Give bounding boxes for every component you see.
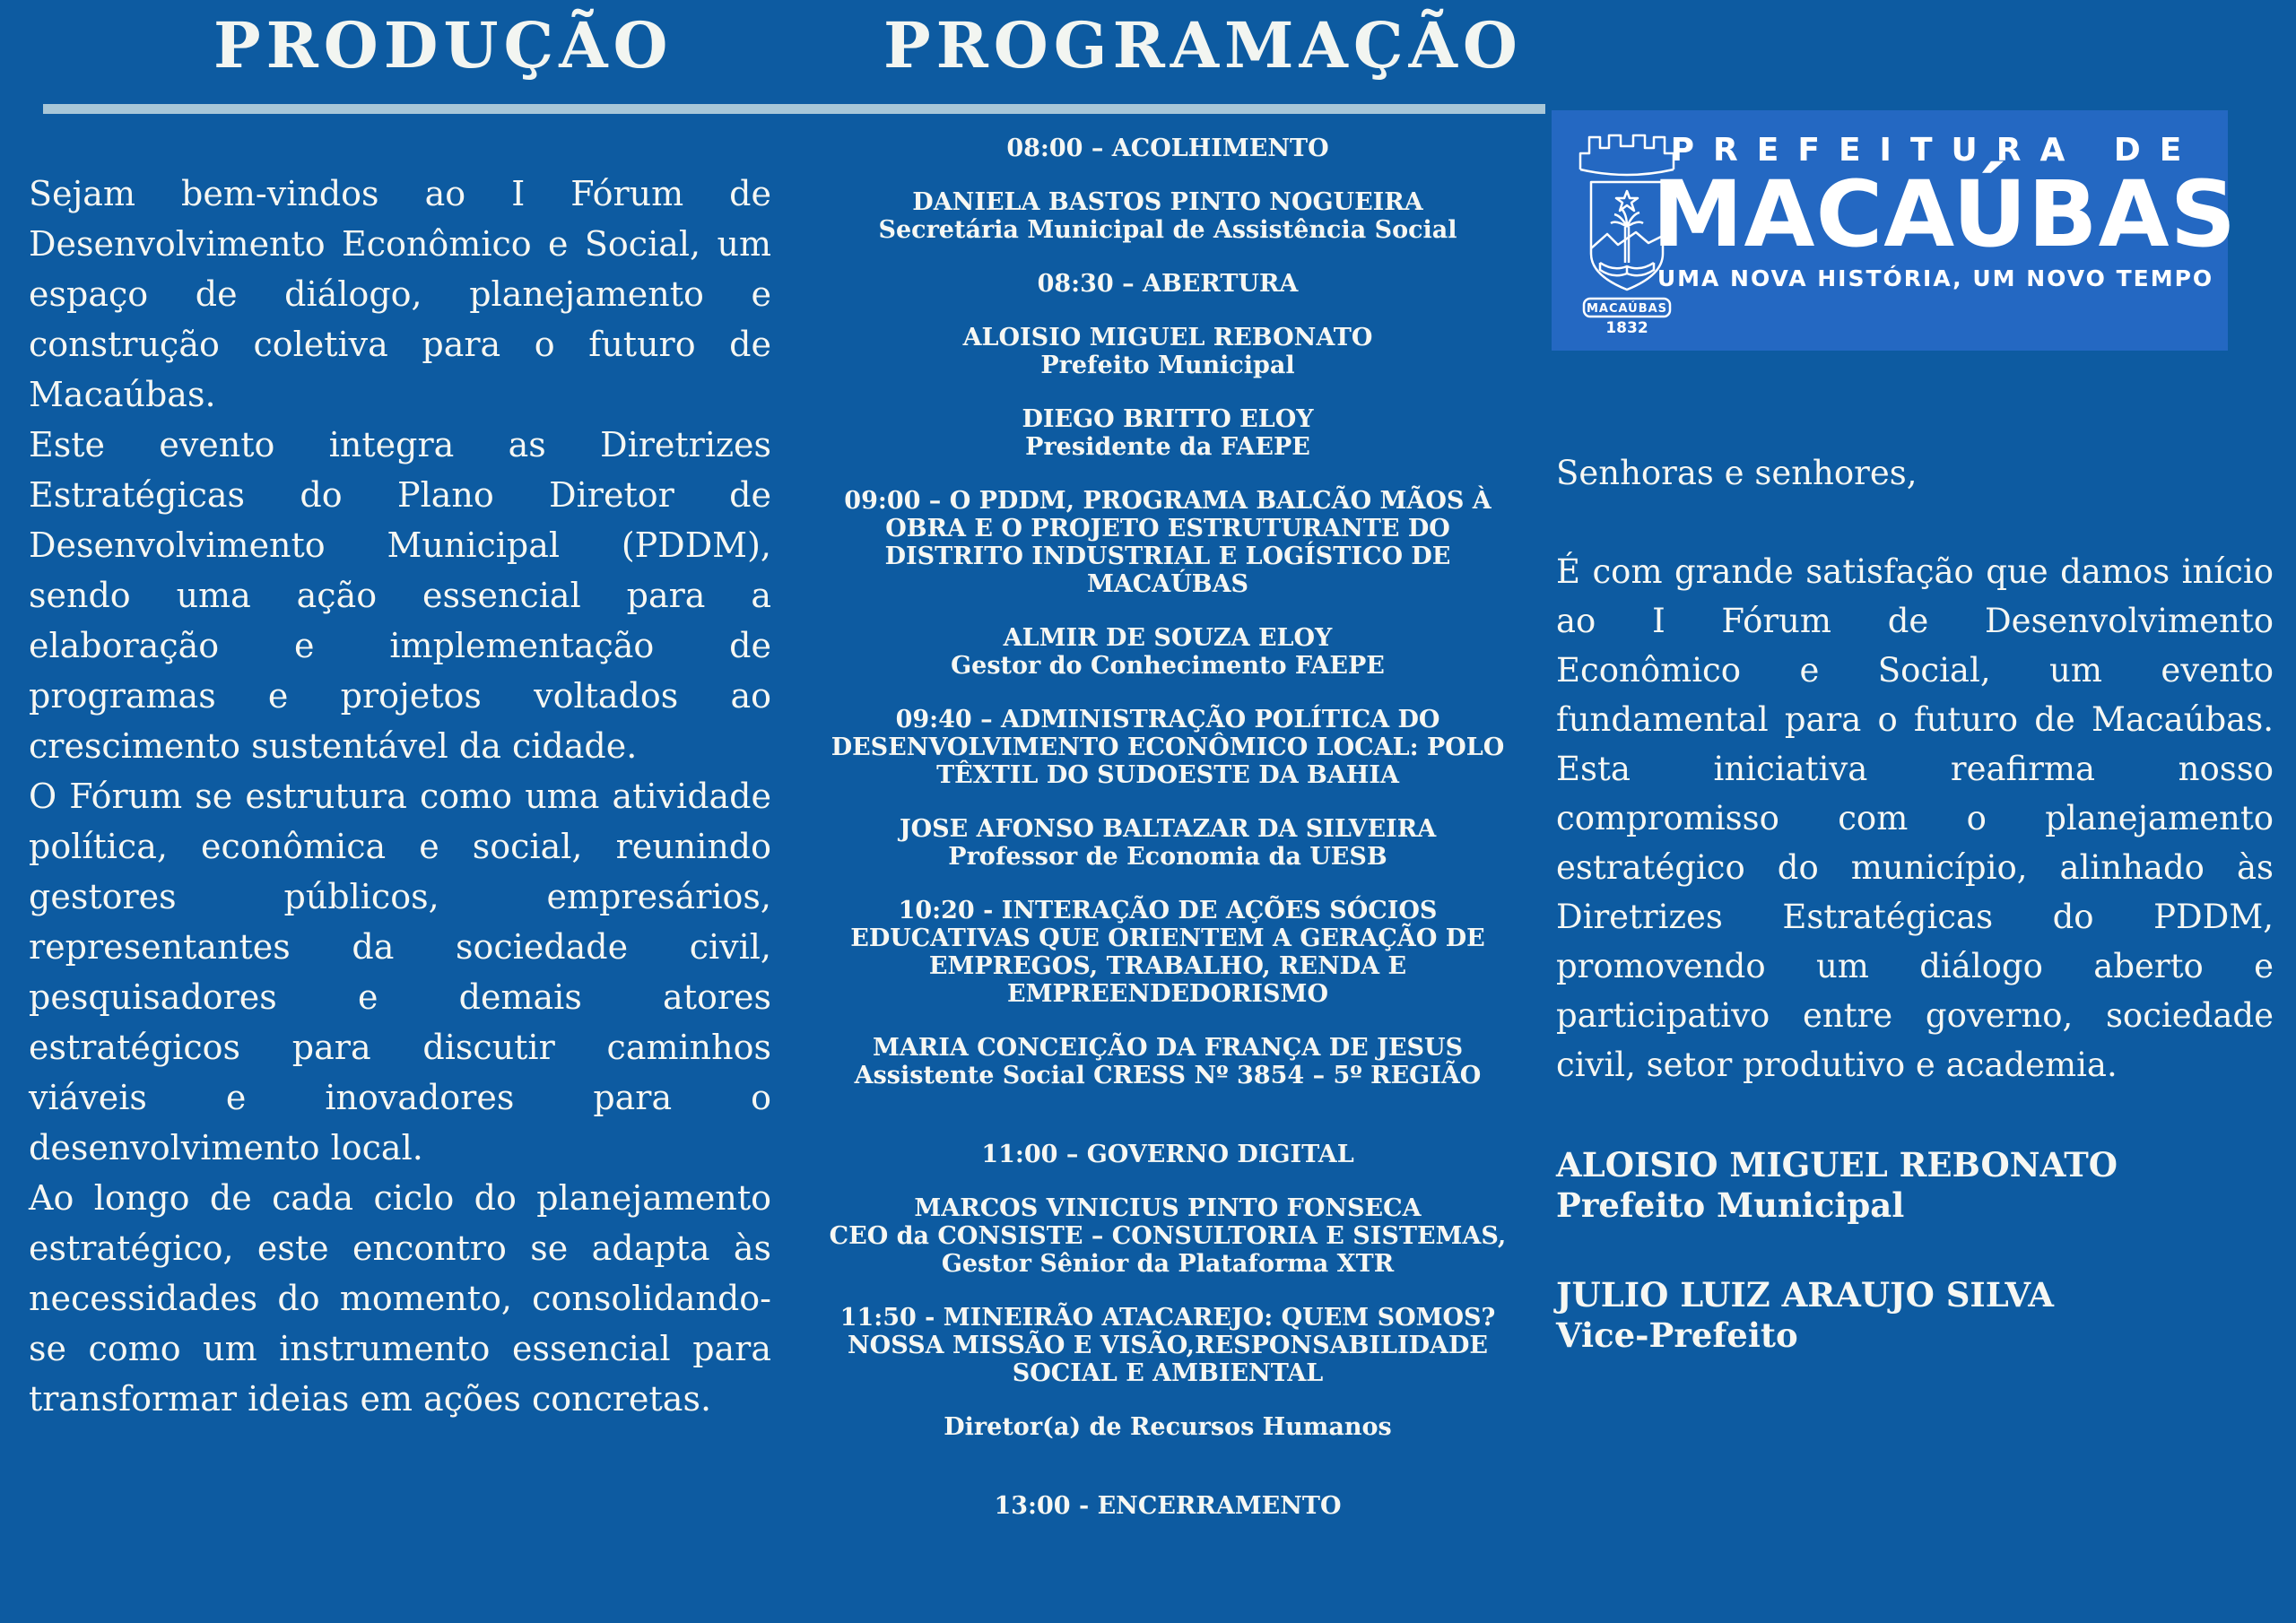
signature-role: Vice-Prefeito <box>1556 1315 1798 1355</box>
program-line-role: Secretária Municipal de Assistência Social <box>878 216 1457 244</box>
logo-prefeitura-de: PREFEITURA DE <box>1670 132 2201 169</box>
program-item <box>818 270 1518 298</box>
program-line-name: MARCOS VINICIUS PINTO FONSECA <box>914 1194 1422 1222</box>
message-greeting: Senhoras e senhores, <box>1556 454 1918 492</box>
program-item <box>818 897 1518 1008</box>
program-line-name: JOSE AFONSO BALTAZAR DA SILVEIRA <box>899 815 1437 843</box>
header-divider <box>43 104 1545 114</box>
production-paragraph: Sejam bem-vindos ao I Fórum de Desenvolvimento Econômico e Social, um espaço de diálogo, planejamento e construção coletiva para o futuro de Macaúbas. <box>29 174 771 414</box>
program-item <box>818 706 1518 789</box>
program-line-name: ALOISIO MIGUEL REBONATO <box>962 324 1373 352</box>
program-line-slot: 10:20 - INTERAÇÃO DE AÇÕES SÓCIOS EDUCATIVAS QUE ORIENTEM A GERAÇÃO DE EMPREGOS, TRABALHO, RENDA E EMPREENDEDORISMO <box>850 897 1485 1008</box>
program-item <box>818 624 1518 680</box>
program-line-name: MARIA CONCEIÇÃO DA FRANÇA DE JESUS <box>872 1034 1464 1062</box>
program-line-role: Gestor Sênior da Plataforma XTR <box>941 1250 1395 1278</box>
production-text <box>29 169 771 1424</box>
production-paragraph: Este evento integra as Diretrizes Estratégicas do Plano Diretor de Desenvolvimento Municipal (PDDM), sendo uma ação essencial para a elaboração e implementação de programas e projetos voltados ao crescimento sustentável da cidade. <box>29 425 771 766</box>
program-line-role: Gestor do Conhecimento FAEPE <box>951 652 1385 680</box>
signature-name: JULIO LUIZ ARAUJO SILVA <box>1556 1275 2054 1315</box>
program-line-name: CEO da CONSISTE – CONSULTORIA E SISTEMAS, <box>829 1222 1507 1250</box>
program-line-slot: 11:00 – GOVERNO DIGITAL <box>981 1141 1354 1168</box>
logo-text <box>1652 132 2238 292</box>
program-line-role: Prefeito Municipal <box>1040 352 1295 379</box>
program-line-role: Assistente Social CRESS Nº 3854 – 5º REGIÃO <box>854 1062 1482 1089</box>
signature-name: ALOISIO MIGUEL REBONATO <box>1556 1145 2118 1185</box>
crest-year-label: 1832 <box>1605 319 1648 334</box>
program-line-name: DANIELA BASTOS PINTO NOGUEIRA <box>912 188 1423 216</box>
program-item <box>818 188 1518 244</box>
production-paragraph: O Fórum se estrutura como uma atividade política, econômica e social, reunindo gestores públicos, empresários, representantes da sociedade civil, pesquisadores e demais atores estratégicos para discutir caminhos viáveis e inovadores para o desenvolvimento local. <box>29 777 771 1167</box>
logo-macaubas: MACAÚBAS <box>1652 161 2238 268</box>
program-line-slot: 09:00 – O PDDM, PROGRAMA BALCÃO MÃOS À OBRA E O PROJETO ESTRUTURANTE DO DISTRITO INDUSTRIAL E LOGÍSTICO DE MACAÚBAS <box>844 487 1492 598</box>
program-item <box>818 815 1518 871</box>
logo-panel <box>1552 110 2238 351</box>
program-item <box>818 135 1518 162</box>
message-body: É com grande satisfação que damos início ao I Fórum de Desenvolvimento Econômico e Social, um evento fundamental para o futuro de Macaúbas. Esta iniciativa reafirma nosso compromisso com o planejamento estratégico do município, alinhado às Diretrizes Estratégicas do PDDM, promovendo um diálogo aberto e participativo entre governo, sociedade civil, setor produtivo e academia. <box>1556 552 2274 1084</box>
program-item <box>818 487 1518 598</box>
welcome-message <box>1556 448 2274 1356</box>
crest-banner-label: MACAÚBAS <box>1586 302 1668 316</box>
program-line-role: Diretor(a) de Recursos Humanos <box>944 1413 1392 1441</box>
program-item <box>818 405 1518 461</box>
program-item <box>818 324 1518 379</box>
logo-tagline: UMA NOVA HISTÓRIA, UM NOVO TEMPO <box>1657 265 2214 292</box>
program-item <box>818 1413 1518 1441</box>
program-item <box>818 1304 1518 1387</box>
program-line-slot: 08:30 – ABERTURA <box>1037 270 1299 298</box>
production-paragraph: Ao longo de cada ciclo do planejamento estratégico, este encontro se adapta às necessidades do momento, consolidando-se como um instrumento essencial para transformar ideias em ações concretas. <box>29 1178 771 1419</box>
program-heading: PROGRAMAÇÃO <box>883 8 1523 82</box>
program-line-name: ALMIR DE SOUZA ELOY <box>1003 624 1333 652</box>
program-line-role: Presidente da FAEPE <box>1025 433 1310 461</box>
program-line-slot: 09:40 – ADMINISTRAÇÃO POLÍTICA DO DESENVOLVIMENTO ECONÔMICO LOCAL: POLO TÊXTIL DO SUDOESTE DA BAHIA <box>831 706 1505 789</box>
program-item <box>818 1141 1518 1168</box>
program-list <box>818 135 1518 1546</box>
signature-block <box>1556 1275 2274 1356</box>
program-item <box>818 1034 1518 1089</box>
program-line-name: DIEGO BRITTO ELOY <box>1022 405 1314 433</box>
program-item <box>818 1194 1518 1278</box>
program-line-slot: 08:00 – ACOLHIMENTO <box>1006 135 1329 162</box>
program-line-slot: 11:50 - MINEIRÃO ATACAREJO: QUEM SOMOS? NOSSA MISSÃO E VISÃO,RESPONSABILIDADE SOCIAL E AMBIENTAL <box>839 1304 1496 1387</box>
program-item <box>818 1492 1518 1520</box>
signature-block <box>1556 1145 2274 1226</box>
production-heading: PRODUÇÃO <box>213 8 674 82</box>
program-line-slot: 13:00 - ENCERRAMENTO <box>994 1492 1342 1520</box>
program-line-role: Professor de Economia da UESB <box>948 843 1387 871</box>
signature-role: Prefeito Municipal <box>1556 1185 1905 1225</box>
